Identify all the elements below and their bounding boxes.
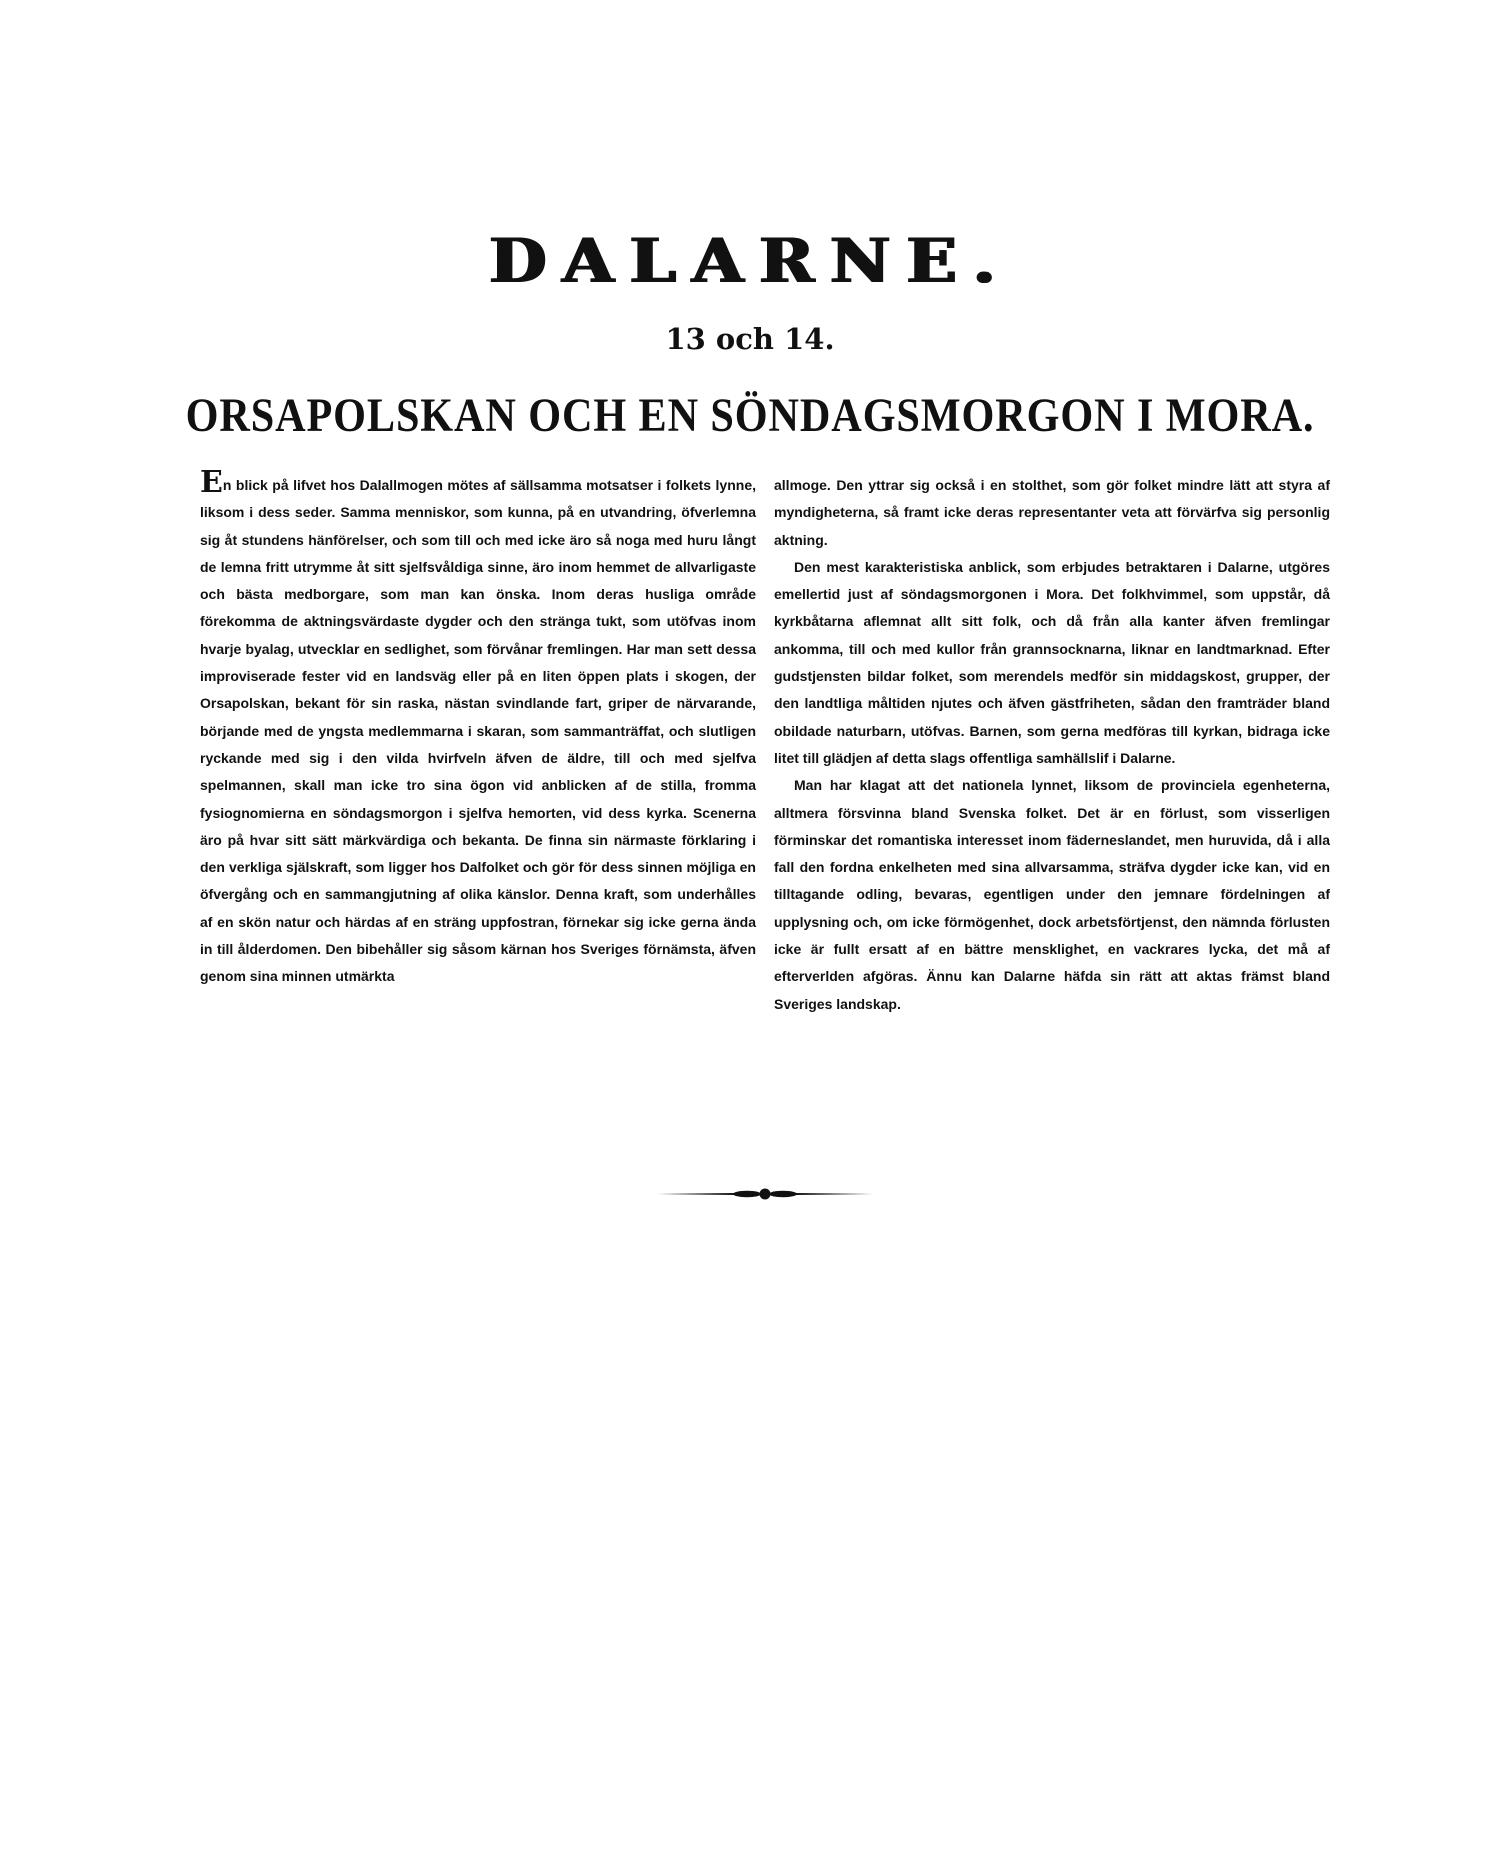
drop-cap: E [200, 465, 223, 500]
paragraph-1-text: n blick på lifvet hos Dalallmogen mötes af sällsamma motsatser i folkets lynne, liksom i dess seder. Samma menniskor, som kunna, på en utvandring, öfverlemna sig åt stundens hänförelser, och som till och med icke äro så noga med huru långt de lemna fritt utrymme åt sitt sjelfsvåldiga sinne, äro inom hemmet de allvarligaste och bästa medborgare, som man kan önska. Inom deras husliga område förekomma de aktningsvärdaste dygder och den stränga tukt, som utöfvas inom hvarje byalag, utvecklar en sedlighet, som förvånar fremlingen. Har man sett dessa improviserade fester vid en landsväg eller på en liten öppen plats i skogen, der Orsapolskan, bekant för sin raska, nästan svindlande fart, griper de närvarande, börjande med de yngsta medlemmarna i skaran, som sammanträffat, och slutligen ryckande med sig i den vilda hvirfveln äfven de äldre, till och med sjelfva spelmannen, skall man icke tro sina ögon vid anblicken af de stilla, fromma fysiognomierna en söndagsmorgon i sjelfva hemorten, vid dess kyrka. Scenerna äro på hvar sitt sätt märkvärdiga och bekanta. De finna sin närmaste förklaring i den verkliga själskraft, som ligger hos Dalfolket och gör för dess sinnen möjliga en öfvergång och en sammangjutning af olika känslor. Denna kraft, som underhålles af en skön natur och härdas af en sträng uppfostran, förnekar sig icke gerna ända in till ålderdomen. Den bibehåller sig såsom kärnan hos Sveriges förnämsta, äfven genom sina minnen utmärkta [200, 477, 756, 985]
page-title: DALARNE. [488, 225, 1012, 297]
paragraph-1 [200, 465, 756, 991]
paragraph-2: allmoge. Den yttrar sig också i en stolthet, som gör folket mindre lätt att styra af myndigheterna, så framt icke deras representanter veta att förvärfva sig personlig aktning. [774, 477, 1330, 548]
paragraph-4: Man har klagat att det nationela lynnet, liksom de provinciela egenheterna, alltmera försvinna bland Svenska folket. Det är en förlust, som visserligen förminskar det romantiska interesset inom fäderneslandet, men huruvida, då i alla fall den fordna enkelheten med sina allvarsamma, sträfva dygder icke kan, vid en tilltagande odling, bevaras, egentligen under den jemnare fördelningen af upplysning och, om icke förmögenhet, dock arbetsförtjenst, den nämnda förlusten icke är fullt ersatt af en bättre mensklighet, en vackrares lycka, det må af efterverlden afgöras. Ännu kan Dalarne häfda sin rätt att aktas främst bland Sveriges landskap. [774, 777, 1330, 1012]
text-column-left [200, 465, 756, 991]
text-column-right [774, 472, 1330, 1018]
issue-number: 13 och 14. [665, 322, 835, 356]
article-heading: ORSAPOLSKAN OCH EN SÖNDAGSMORGON I MORA. [185, 389, 1315, 442]
paragraph-3: Den mest karakteristiska anblick, som erbjudes betraktaren i Dalarne, utgöres emellertid just af söndagsmorgonen i Mora. Det folkhvimmel, som uppstår, då kyrkbåtarna aflemnat allt sitt folk, och då från alla kanter äfven fremlingar ankomma, till och med kullor från grannsocknarna, liknar en landtmarknad. Efter gudstjensten bildar folket, som merendels medför sin middagskost, grupper, der den landtliga måltiden njutes och äfven gästfriheten, sådan den framträder bland obildade naturbarn, utöfvas. Barnen, som gerna medföras till kyrkan, bidraga icke litet till glädjen af detta slags offentliga samhällslif i Dalarne. [774, 558, 1330, 766]
ornamental-divider-icon [655, 1186, 875, 1202]
